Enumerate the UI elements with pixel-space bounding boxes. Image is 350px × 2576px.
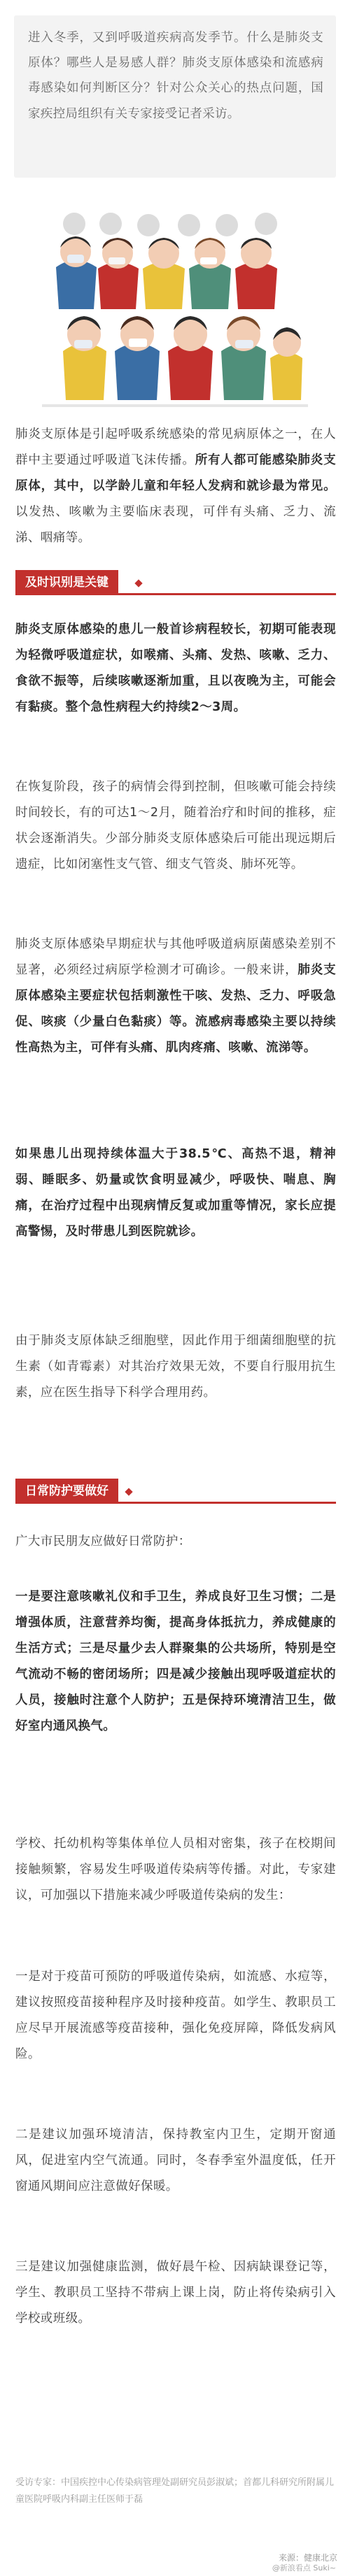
text-span: 在恢复阶段，孩子的病情会得到控制，但咳嗽可能会持续时间较长，有的可达1～2月，随着治疗和时间的推移，症状会逐渐消失。少部分肺炎支原体感染后可能出现远期后遗症，比如闭塞性支气管、细支气管炎、肺坏死等。 [15, 780, 336, 871]
text-span: 广大市民朋友应做好日常防护： [15, 1535, 191, 1549]
paragraph-warning-signs [15, 1141, 336, 1245]
paragraph-daily-protection-lead [15, 1529, 336, 1555]
section-diamond [134, 579, 142, 587]
text-span: 二是建议加强环境清洁，保持教室内卫生，定期开窗通风，促进室内空气流通。同时，冬春季室外温度低，任开窗通风期间应注意做好保暖。 [15, 2128, 336, 2193]
paragraph-early-symptoms [15, 617, 336, 720]
text-span: 学校、托幼机构等集体单位人员相对密集，孩子在校期间接触频繁，容易发生呼吸道传染病等传播。对此，专家建议，可加强以下措施来减少呼吸道传染病的发生： [15, 1837, 336, 1902]
source-credit: 受访专家：中国疾控中心传染病管理处副研究员彭淑斌；首都儿科研究所附属儿童医院呼吸内科副主任医师于磊 [15, 2477, 335, 2505]
text-span: 由于肺炎支原体缺乏细胞壁，因此作用于细菌细胞壁的抗生素（如青霉素）对其治疗效果无效，不要自行服用抗生素，应在医生指导下科学合理用药。 [15, 1334, 336, 1400]
sneezing-people-illustration [42, 204, 308, 418]
paragraph-recovery [15, 774, 336, 878]
paragraph-antibiotics [15, 1328, 336, 1406]
paragraph-five-measures [15, 1584, 336, 1739]
intro-text: 进入冬季，又到呼吸道疾病高发季节。什么是肺炎支原体？哪些人是易感人群？肺炎支原体感染和流感病毒感染如何判断区分？针对公众关心的热点问题，国家疾控局组织有关专家接受记者采访。 [28, 31, 323, 121]
paragraph-health-monitoring [15, 2254, 336, 2332]
section-title: 日常防护要做好 [15, 1479, 118, 1504]
text-span: 肺炎支原体是引起呼吸系统感染的常见病原体之一，在人群中主要通过呼吸道飞沫传播。 [15, 427, 336, 467]
bold-text-span: 肺炎支原体感染的患儿一般首诊病程较长，初期可能表现为轻微呼吸道症状，如喉痛、头痛、发热、咳嗽、乏力、食欲不振等，后续咳嗽逐渐加重，且以夜晚为主，可能会有黏痰。整个急性病程大约持续2～3周。 [15, 622, 336, 714]
paragraph-vaccination [15, 1964, 336, 2068]
bold-text-span: 如果患儿出现持续体温大于38.5℃、高热不退，精神弱、睡眠多、奶量或饮食明显减少，呼吸快、喘息、胸痛，在治疗过程中出现病情反复或加重等情况，家长应提高警惕，及时带患儿到医院就诊。 [15, 1147, 336, 1239]
text-span: 以发热、咳嗽为主要临床表现，可伴有头痛、乏力、流涕、咽痛等。 [15, 505, 336, 545]
text-span: 三是建议加强健康监测，做好晨午检、因病缺课登记等，学生、教职员工坚持不带病上课上岗，防止将传染病引入学校或班级。 [15, 2260, 336, 2326]
section-heading-identify [15, 570, 336, 598]
footer-credit: 来源：健康北京 [278, 2553, 337, 2563]
bold-text-span: 肺炎支原体感染主要症状包括刺激性干咳、发热、乏力、呼吸急促、咳痰（少量白色黏痰）等。流感病毒感染主要以持续性高热为主，可伴有头痛、肌肉疼痛、咳嗽、流涕等。 [15, 963, 336, 1055]
text-span: 一是对于疫苗可预防的呼吸道传染病，如流感、水痘等，建议按照疫苗接种程序及时接种疫苗。如学生、教职员工应尽早开展流感等疫苗接种，强化免疫屏障，降低发病风险。 [15, 1970, 336, 2061]
paragraph-differentiation [15, 932, 336, 1061]
text-span: 肺炎支原体感染早期症状与其他呼吸道病原菌感染差别不显著，必须经过病原学检测才可确诊。一般来讲， [15, 937, 336, 977]
section-heading-prevention [15, 1479, 336, 1507]
footer [0, 2546, 350, 2576]
intro-box [14, 15, 336, 178]
section-diamond [125, 1488, 132, 1495]
paragraph-ventilation [15, 2122, 336, 2200]
paragraph-schools [15, 1831, 336, 1909]
section-title: 及时识别是关键 [15, 570, 118, 595]
bold-text-span: 一是要注意咳嗽礼仪和手卫生，养成良好卫生习惯；二是增强体质，注意营养均衡，提高身体抵抗力，养成健康的生活方式；三是尽量少去人群聚集的公共场所，特别是空气流动不畅的密闭场所；四是减少接触出现呼吸道症状的人员，接触时注意个人防护；五是保持环境清洁卫生，做好室内通风换气。 [15, 1590, 336, 1733]
bold-text-span: 所有人都可能感染肺炎支原体，其中，以学龄儿童和年轻人发病和就诊最为常见。 [15, 453, 336, 493]
paragraph-intro-mycoplasma [15, 422, 336, 551]
watermark: @新浪看点 Suki~ [272, 2563, 336, 2573]
